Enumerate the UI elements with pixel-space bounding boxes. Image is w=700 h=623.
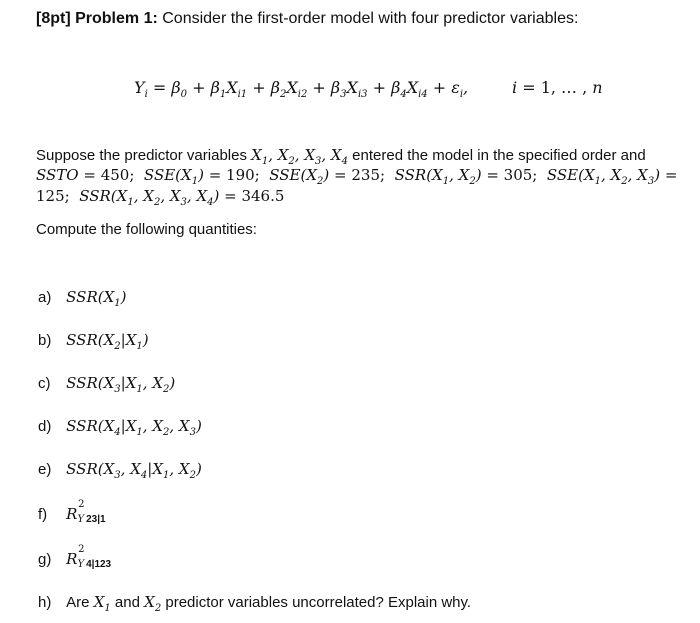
statement-line-1: [36, 146, 646, 167]
item-e-label: e): [38, 461, 52, 478]
item-g-label: g): [38, 551, 52, 568]
instruction: Compute the following quantities:: [36, 221, 257, 238]
item-d-label: d): [38, 418, 52, 435]
item-c-label: c): [38, 375, 51, 392]
item-h-question: Are $X_1$ and $X_2$ predictor variables uncorrelated? Explain why.: [66, 593, 472, 614]
item-a: [38, 288, 127, 309]
problem-heading: [36, 10, 578, 28]
item-a-label: a): [38, 289, 52, 306]
item-b-expr: $SSR(X_2|X_1)$: [66, 331, 149, 352]
predictor-variables: $X_1$, $X_2$, $X_3$, $X_4$: [251, 146, 348, 167]
item-f: [38, 499, 106, 525]
item-h-label: h): [38, 594, 52, 611]
item-d-expr: $SSR(X_4|X_1$, $X_2$, $X_3$): [66, 417, 202, 438]
model-equation: $Y_i = \beta_0 + \beta_1X_{i1} + \beta_2X_{i2} + \beta_3X_{i3} + \beta_4X_{i4} + \varepsilon_i$,: [134, 78, 469, 101]
item-e-expr: $SSR(X_3$, $X_4|X_1$, $X_2$): [66, 460, 202, 481]
item-b: [38, 331, 149, 352]
statement-suffix: entered the model in the specified order and: [352, 147, 646, 164]
statement-prefix: Suppose the predictor variables: [36, 147, 247, 164]
item-h: [38, 593, 471, 614]
item-g-expr: R 2 $_Y$ $_{4|123}$: [66, 544, 112, 570]
item-c-expr: $SSR(X_3|X_1$, $X_2$): [66, 374, 176, 395]
item-g: [38, 544, 112, 570]
item-f-expr: R 2 $_Y$ $_{23|1}$: [66, 499, 106, 525]
item-d: [38, 417, 202, 438]
item-e: [38, 460, 202, 481]
problem-points-label: [8pt] Problem 1:: [36, 10, 158, 27]
item-b-label: b): [38, 332, 52, 349]
item-c: [38, 374, 175, 395]
statement-line-3: 125; $SSR(X_1$, $X_2$, $X_3$, $X_4) = 346.5$: [36, 187, 285, 208]
index-range: i = 1, … , n: [512, 78, 603, 97]
item-f-label: f): [38, 506, 48, 523]
item-a-expr: $SSR(X_1)$: [66, 288, 127, 309]
problem-prompt: Consider the first-order model with four predictor variables:: [162, 10, 579, 27]
statement-line-2: SSTO = 450; $SSE(X_1) = 190$; $SSE(X_2) = 235$; $SSR(X_1$, $X_2) = 305$; $SSE(X_1$, $X_2$, $X_3$) =: [36, 166, 678, 187]
